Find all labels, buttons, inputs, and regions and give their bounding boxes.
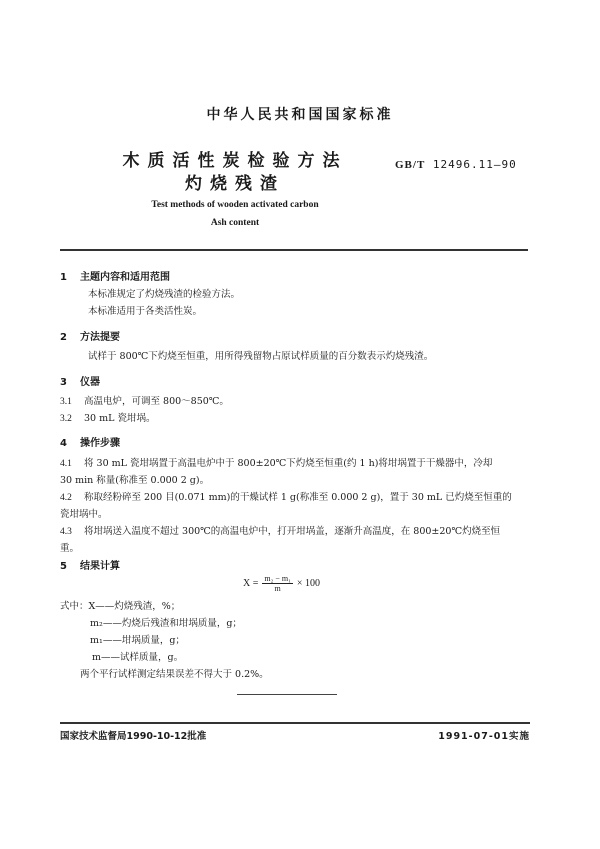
legend-row-m — [60, 649, 269, 666]
effective-date: 1991-07-01实施 — [438, 731, 530, 742]
clause-4-1-continued: 30 min 称量(称准至 0.000 2 g)。 — [60, 475, 210, 486]
standard-code: 12496.11—90 — [432, 158, 517, 171]
variable-description: ——灼烧残渣，%； — [95, 601, 181, 612]
section-title: 仪器 — [80, 377, 100, 388]
section-number: 4 — [60, 438, 67, 449]
clause-text: 将 30 mL 瓷坩埚置于高温电炉中于 800±20℃下灼烧至恒重(约 1 h)将坩埚置于干燥器中，冷却 — [84, 458, 493, 469]
section-4-heading — [60, 434, 120, 449]
variable-description: ——坩埚质量，g； — [102, 635, 185, 646]
section-title: 结果计算 — [80, 561, 120, 572]
clause-4-2-continued: 瓷坩埚中。 — [60, 509, 108, 520]
clause-4-1 — [60, 455, 530, 473]
approval-date: 国家技术监督局1990-10-12批准 — [60, 731, 207, 742]
clause-3-1 — [60, 393, 530, 411]
formula-fraction — [262, 574, 293, 593]
section-5-heading — [60, 557, 120, 572]
legend-row-m2 — [60, 615, 269, 632]
formula-rhs: × 100 — [296, 578, 321, 589]
section-1-paragraph-2: 本标准适用于各类活性炭。 — [88, 306, 203, 317]
variable-symbol: m₁ — [90, 635, 103, 646]
english-title: Test methods of wooden activated carbon — [151, 200, 319, 210]
variable-description: ——试样质量，g。 — [101, 652, 184, 663]
formula-numerator: m₂ − m₁ — [264, 574, 291, 583]
variable-symbol: X — [88, 601, 96, 612]
document-subtitle: 灼烧残渣 — [185, 174, 285, 194]
clause-text: 30 mL 瓷坩埚。 — [84, 413, 156, 424]
legend-row-x — [60, 598, 269, 615]
section-number: 2 — [60, 332, 67, 343]
document-title: 木质活性炭检验方法 — [122, 151, 348, 171]
clause-number: 4.2 — [60, 493, 72, 503]
end-of-text-rule — [237, 694, 337, 695]
clause-number: 3.2 — [60, 414, 72, 424]
section-1-paragraph-1: 本标准规定了灼烧残渣的检验方法。 — [88, 289, 241, 300]
clause-text: 称取经粉碎至 200 目(0.071 mm)的干燥试样 1 g(称准至 0.000 2 g)，置于 30 mL 已灼烧至恒重的 — [84, 492, 512, 503]
section-title: 主题内容和适用范围 — [80, 272, 170, 283]
clause-number: 4.3 — [60, 527, 72, 537]
clause-text: 将坩埚送入温度不超过 300℃的高温电炉中，打开坩埚盖，逐渐升高温度，在 800±20℃灼烧至恒 — [84, 526, 501, 537]
clause-text: 高温电炉，可调至 800～850℃。 — [84, 396, 229, 407]
legend-row-m1 — [60, 632, 269, 649]
clause-4-3 — [60, 523, 530, 541]
section-title: 操作步骤 — [80, 438, 120, 449]
variable-symbol: m — [92, 652, 102, 663]
issuing-country-heading: 中华人民共和国国家标准 — [206, 107, 394, 123]
clause-4-3-continued: 重。 — [60, 543, 80, 554]
section-3-heading — [60, 373, 100, 388]
variable-symbol: m₂ — [90, 618, 103, 629]
english-subtitle: Ash content — [210, 218, 260, 228]
where-label: 式中： — [60, 601, 89, 612]
formula-denominator: m — [274, 584, 281, 593]
standard-number — [395, 158, 517, 171]
ash-formula — [243, 574, 320, 593]
section-number: 3 — [60, 377, 67, 388]
clause-3-2 — [60, 410, 530, 428]
clause-number: 4.1 — [60, 459, 72, 469]
formula-lhs: X = — [243, 578, 259, 589]
formula-legend — [60, 598, 269, 683]
variable-description: ——灼烧后残渣和坩埚质量，g； — [102, 618, 242, 629]
section-title: 方法提要 — [80, 332, 120, 343]
footer-divider — [60, 722, 530, 724]
clause-number: 3.1 — [60, 397, 72, 407]
header-divider — [60, 249, 528, 251]
section-number: 5 — [60, 561, 67, 572]
clause-4-2 — [60, 489, 530, 507]
standard-prefix: GB/T — [395, 159, 426, 171]
precision-note: 两个平行试样测定结果误差不得大于 0.2%。 — [80, 669, 269, 680]
section-2-paragraph: 试样于 800℃下灼烧至恒重，用所得残留物占原试样质量的百分数表示灼烧残渣。 — [88, 351, 434, 362]
section-number: 1 — [60, 272, 67, 283]
section-1-heading — [60, 268, 170, 283]
section-2-heading — [60, 328, 120, 343]
